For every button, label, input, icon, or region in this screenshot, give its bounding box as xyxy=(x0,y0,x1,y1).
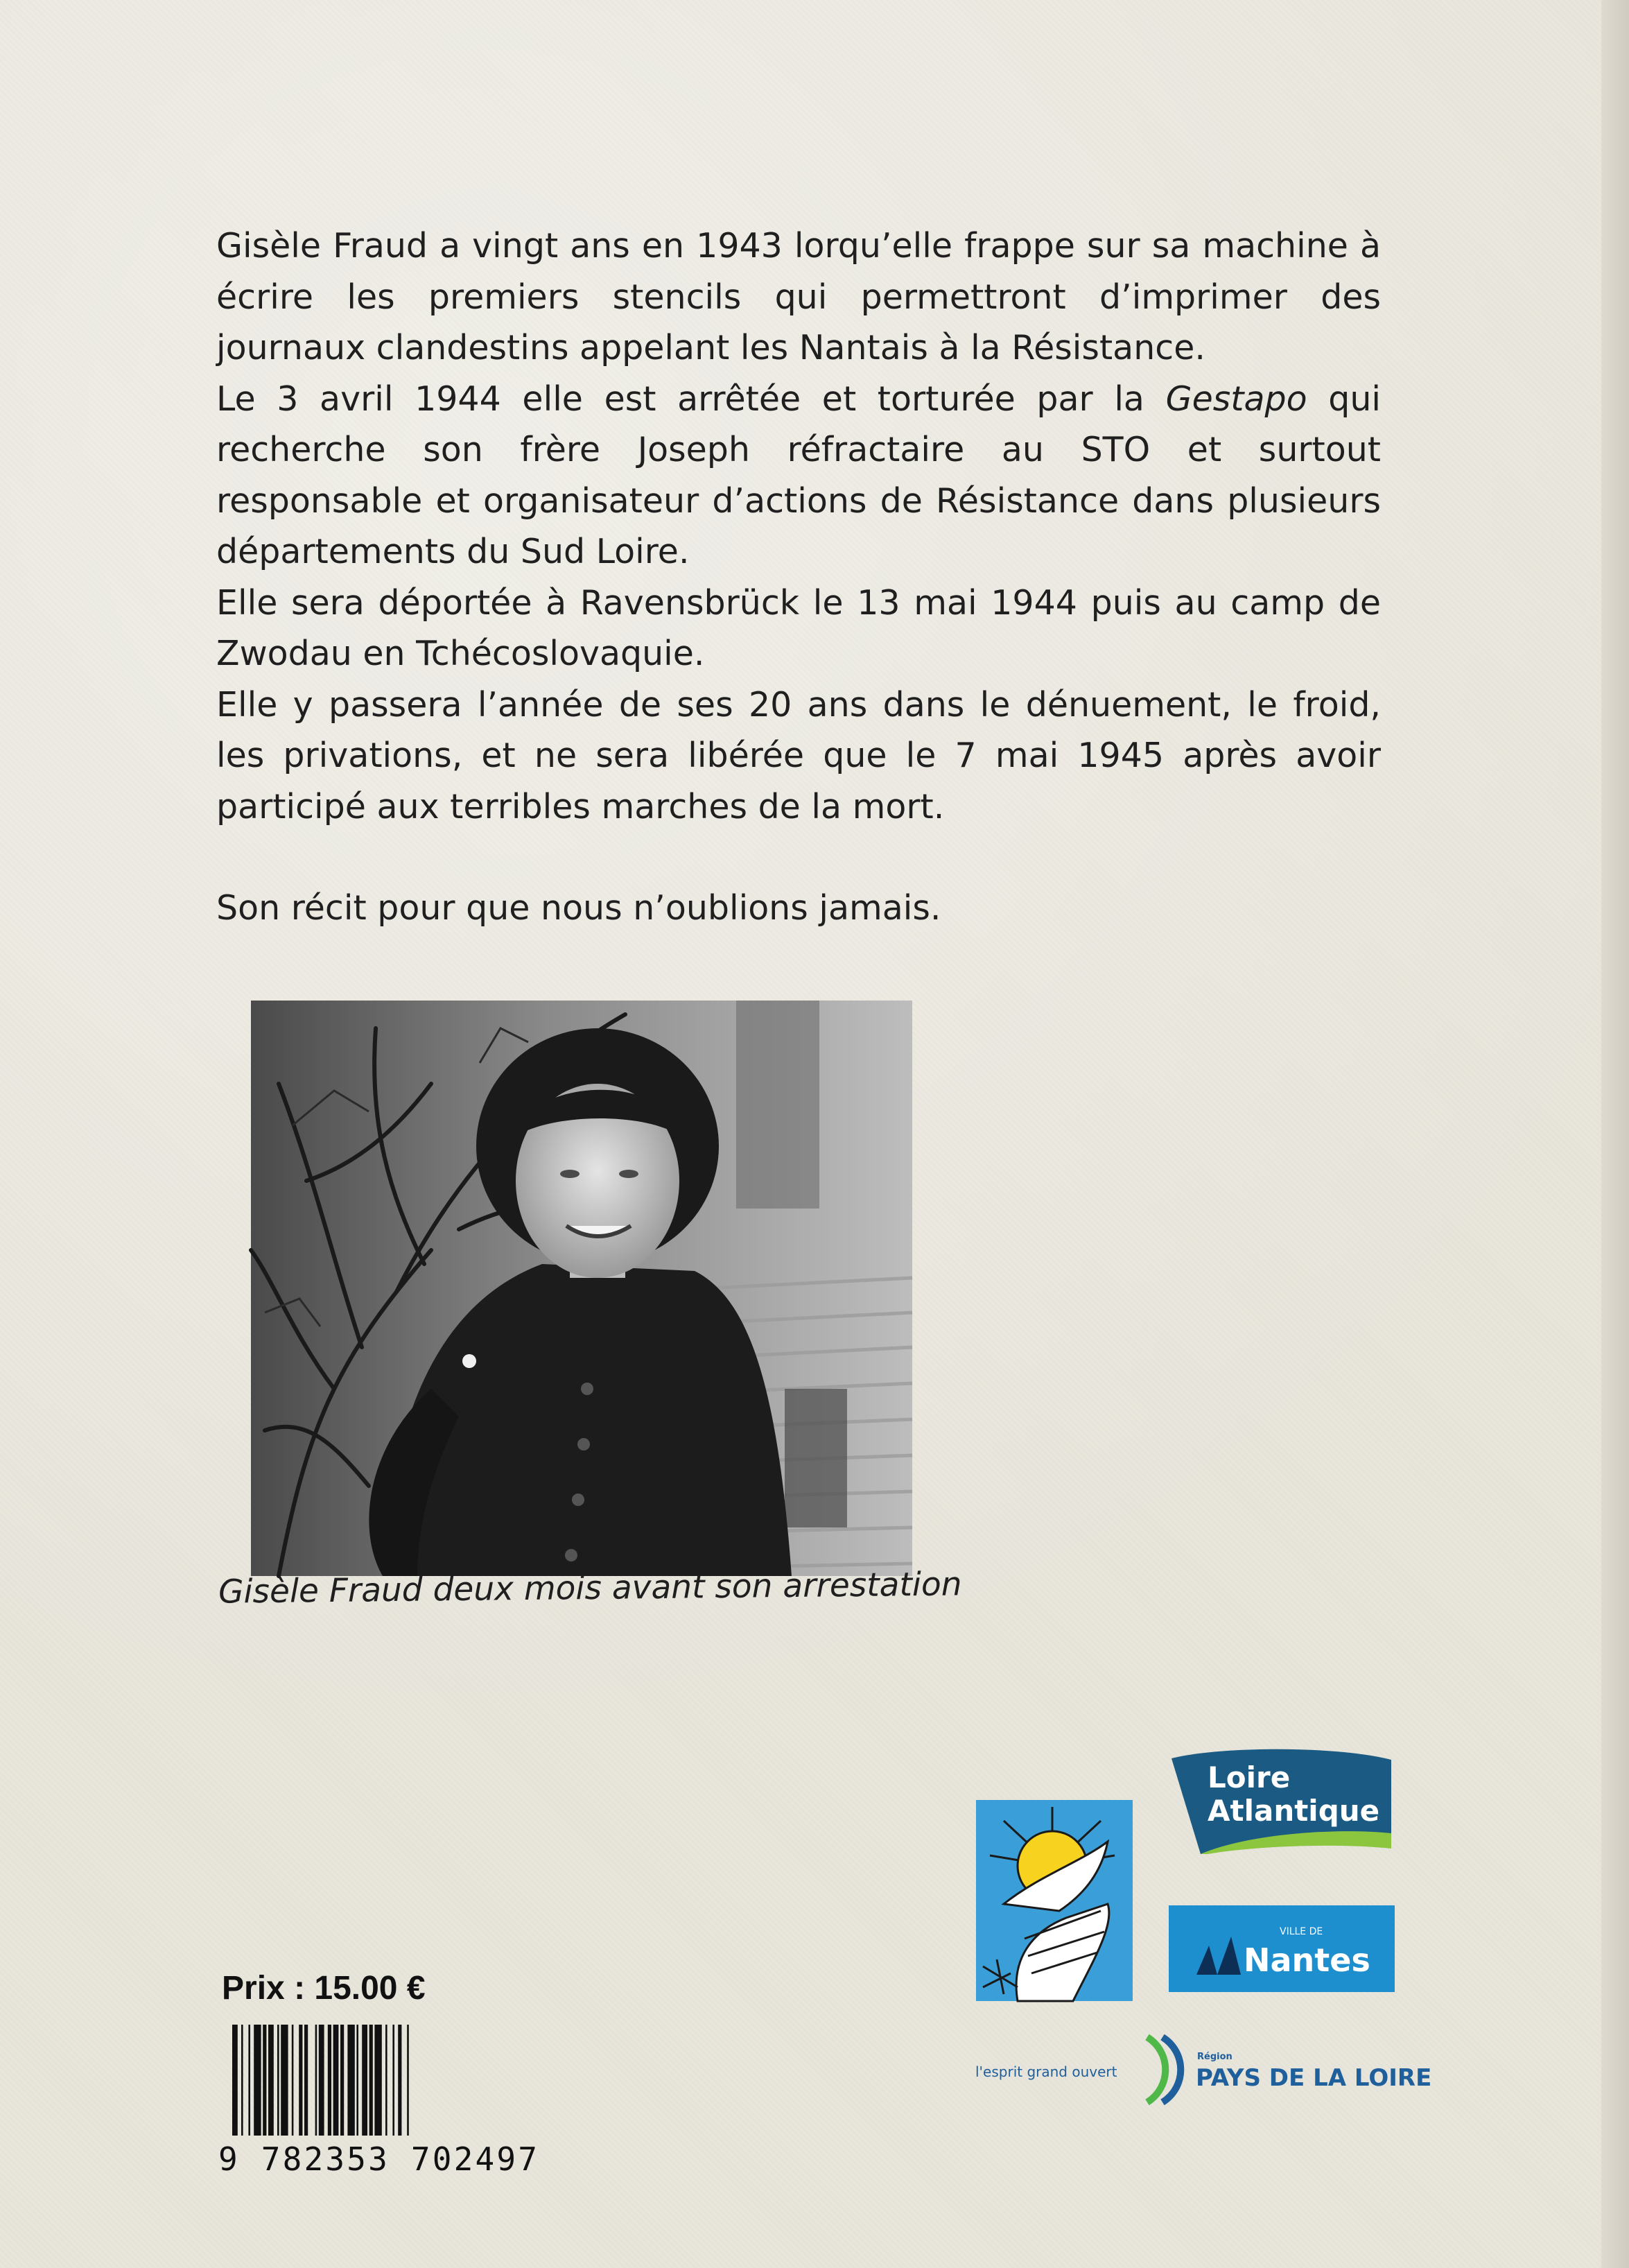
blurb-paragraph-3: Elle sera déportée à Ravensbrück le 13 mai 1944 puis au camp de Zwodau en Tchécoslovaquie. xyxy=(216,582,1381,673)
blurb-text: Le 3 avril 1944 elle est arrêtée et torturée par la xyxy=(216,379,1166,419)
portrait-photo-graphic xyxy=(251,1001,912,1576)
pdl-tagline: l'esprit grand ouvert xyxy=(975,2063,1117,2080)
page-edge xyxy=(1601,0,1629,2268)
isbn-barcode xyxy=(218,2025,544,2177)
isbn-digits: 9 782353 702497 xyxy=(218,2140,537,2178)
blurb xyxy=(216,220,1381,934)
closing-line: Son récit pour que nous n’oublions jamais. xyxy=(216,888,941,928)
pays-de-la-loire-logo xyxy=(974,2032,1432,2108)
resistance-memorial-logo xyxy=(976,1800,1133,2001)
blurb-paragraph-4: Elle y passera l’année de ses 20 ans dans le dénuement, le froid, les privations, et ne sera libérée que le 7 mai 1945 après avoir participé aux terribles marches de la mort. xyxy=(216,684,1381,826)
pdl-name: PAYS DE LA LOIRE xyxy=(1196,2064,1432,2092)
paragraph-gap xyxy=(216,832,1381,883)
atlantique-text: Atlantique xyxy=(1208,1794,1380,1828)
loire-text: Loire xyxy=(1208,1760,1291,1794)
blurb-text: qui recherche son frère Joseph réfractaire au STO et surtout responsable et organisateur d’actions de Résistance dans plusieurs départements du Sud Loire. xyxy=(216,379,1381,571)
photo-caption: Gisèle Fraud deux mois avant son arrestation xyxy=(218,1565,962,1611)
blurb-paragraph-2 xyxy=(216,374,1381,578)
loire-atlantique-logo xyxy=(1166,1745,1396,1854)
price-label: Prix : 15.00 € xyxy=(222,1970,426,2007)
blurb-paragraph-1: Gisèle Fraud a vingt ans en 1943 lorqu’elle frappe sur sa machine à écrire les premiers stencils qui permettront d’imprimer des journaux clandestins appelant les Nantais à la Résistance. xyxy=(216,226,1381,367)
nantes-text: Nantes xyxy=(1244,1941,1370,1979)
pdl-region: Région xyxy=(1197,2052,1232,2062)
gestapo-italic: Gestapo xyxy=(1165,379,1307,419)
pdl-arc-green xyxy=(1147,2037,1165,2102)
barcode-bars xyxy=(232,2025,409,2136)
ville-de-nantes-logo xyxy=(1169,1905,1395,1992)
portrait-photo xyxy=(251,1001,912,1576)
ville-de-text: VILLE DE xyxy=(1280,1926,1323,1937)
